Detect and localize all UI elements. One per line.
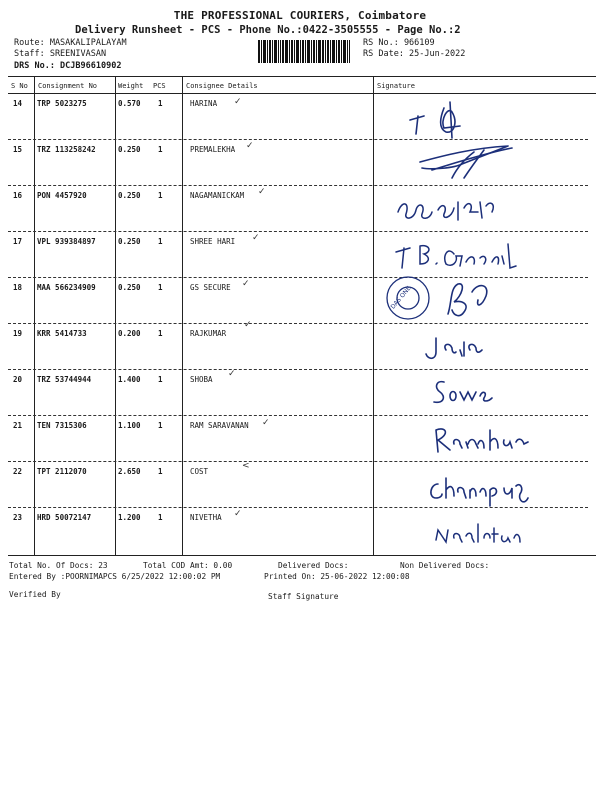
row-consignee: RAM SARAVANAN [190,421,249,430]
signature-21 [424,420,534,460]
row-consignee: GS SECURE [190,283,231,292]
row-weight: 0.250 [118,191,141,200]
row-weight: 1.400 [118,375,141,384]
row-consignee: RAJKUMAR [190,329,227,338]
check-mark-icon: ✓ [234,97,242,107]
check-mark-icon: ✓ [258,187,266,197]
check-mark-icon: < [242,461,250,471]
row-sno: 17 [13,237,23,246]
signature-17 [392,236,522,276]
row-consignee: NAGAMANICKAM [190,191,245,200]
table-top-border [8,76,596,77]
row-weight: 0.200 [118,329,141,338]
stamp-text: DAS ONE [389,285,413,311]
staff-label: Staff: SREENIVASAN [14,49,107,59]
row-sno: 20 [13,375,23,384]
row-consignee: NIVETHA [190,513,222,522]
total-cod-amount: Total COD Amt: 0.00 [143,561,233,570]
row-consignee: HARINA [190,99,218,108]
footer-top-border [8,555,596,556]
row-pcs: 1 [158,467,163,476]
row-consignment: VPL 939384897 [37,237,96,246]
signature-20 [426,374,506,410]
row-consignment: HRD 50072147 [37,513,92,522]
total-docs: Total No. Of Docs: 23 [9,561,108,570]
table-row [8,370,596,416]
row-consignment: KRR 5414733 [37,329,87,338]
rs-number: RS No.: 966109 [363,38,435,48]
non-delivered-docs: Non Delivered Docs: [400,561,490,570]
col-consignment: Consignment No [38,82,98,90]
row-consignment: TRZ 53744944 [37,375,92,384]
row-pcs: 1 [158,145,163,154]
signature-14 [400,98,480,144]
signature-15 [392,140,522,186]
table-row [8,94,596,140]
row-sno: 21 [13,421,23,430]
row-pcs: 1 [158,191,163,200]
row-consignee: COST [190,467,209,476]
drs-label: DRS No.: DCJB96610902 [14,61,122,71]
col-consignee: Consignee Details [186,82,258,90]
row-sno: 22 [13,467,23,476]
check-mark-icon: ✓ [262,418,270,428]
row-sno: 18 [13,283,23,292]
row-weight: 0.250 [118,237,141,246]
row-pcs: 1 [158,329,163,338]
entered-by: Entered By :POORNIMAPCS 6/25/2022 12:00:02 PM [9,572,221,581]
row-pcs: 1 [158,283,163,292]
row-weight: 1.200 [118,513,141,522]
check-mark-icon: ✓ [244,320,252,330]
row-pcs: 1 [158,513,163,522]
check-mark-icon: ✓ [246,141,254,151]
row-weight: 0.570 [118,99,141,108]
signature-18 [380,274,510,324]
row-consignee: SHREE HARI [190,237,236,246]
row-sno: 23 [13,513,23,522]
row-consignee: PREMALEKHA [190,145,236,154]
row-weight: 0.250 [118,145,141,154]
check-mark-icon: ✓ [252,233,260,243]
check-mark-icon: ✓ [228,369,236,379]
signature-19 [420,330,510,366]
col-sno: S No [11,82,28,90]
row-consignment: TPT 2112070 [37,467,87,476]
company-title: THE PROFESSIONAL COURIERS, Coimbatore [173,9,427,22]
staff-signature-label: Staff Signature [268,592,339,601]
signature-23 [428,516,538,552]
row-consignment: MAA 566234909 [37,283,96,292]
row-consignment: TRP 5023275 [37,99,87,108]
printed-on: Printed On: 25-06-2022 12:00:08 [264,572,410,581]
row-weight: 1.100 [118,421,141,430]
verified-by-label: Verified By [9,590,61,599]
row-sno: 15 [13,145,23,154]
row-consignment: TEN 7315306 [37,421,87,430]
row-pcs: 1 [158,99,163,108]
signature-22 [424,470,534,510]
row-weight: 0.250 [118,283,141,292]
row-sno: 19 [13,329,23,338]
row-consignee: SHOBA [190,375,213,384]
row-consignment: TRZ 113258242 [37,145,96,154]
delivered-docs: Delivered Docs: [278,561,349,570]
row-sno: 16 [13,191,23,200]
row-consignment: PON 4457920 [37,191,87,200]
rs-date: RS Date: 25-Jun-2022 [363,49,466,59]
col-pcs: PCS [153,82,166,90]
row-pcs: 1 [158,375,163,384]
row-pcs: 1 [158,237,163,246]
row-weight: 2.650 [118,467,141,476]
row-pcs: 1 [158,421,163,430]
barcode [258,40,350,63]
col-weight: Weight [118,82,144,90]
runsheet-title: Delivery Runsheet - PCS - Phone No.:0422-3505555 - Page No.:2 [75,24,461,36]
col-signature: Signature [377,82,415,90]
check-mark-icon: ✓ [242,279,250,289]
table-row [8,186,596,232]
check-mark-icon: ✓ [234,509,242,519]
route-label: Route: MASAKALIPALAYAM [14,38,127,48]
row-sno: 14 [13,99,23,108]
signature-16 [392,190,502,230]
